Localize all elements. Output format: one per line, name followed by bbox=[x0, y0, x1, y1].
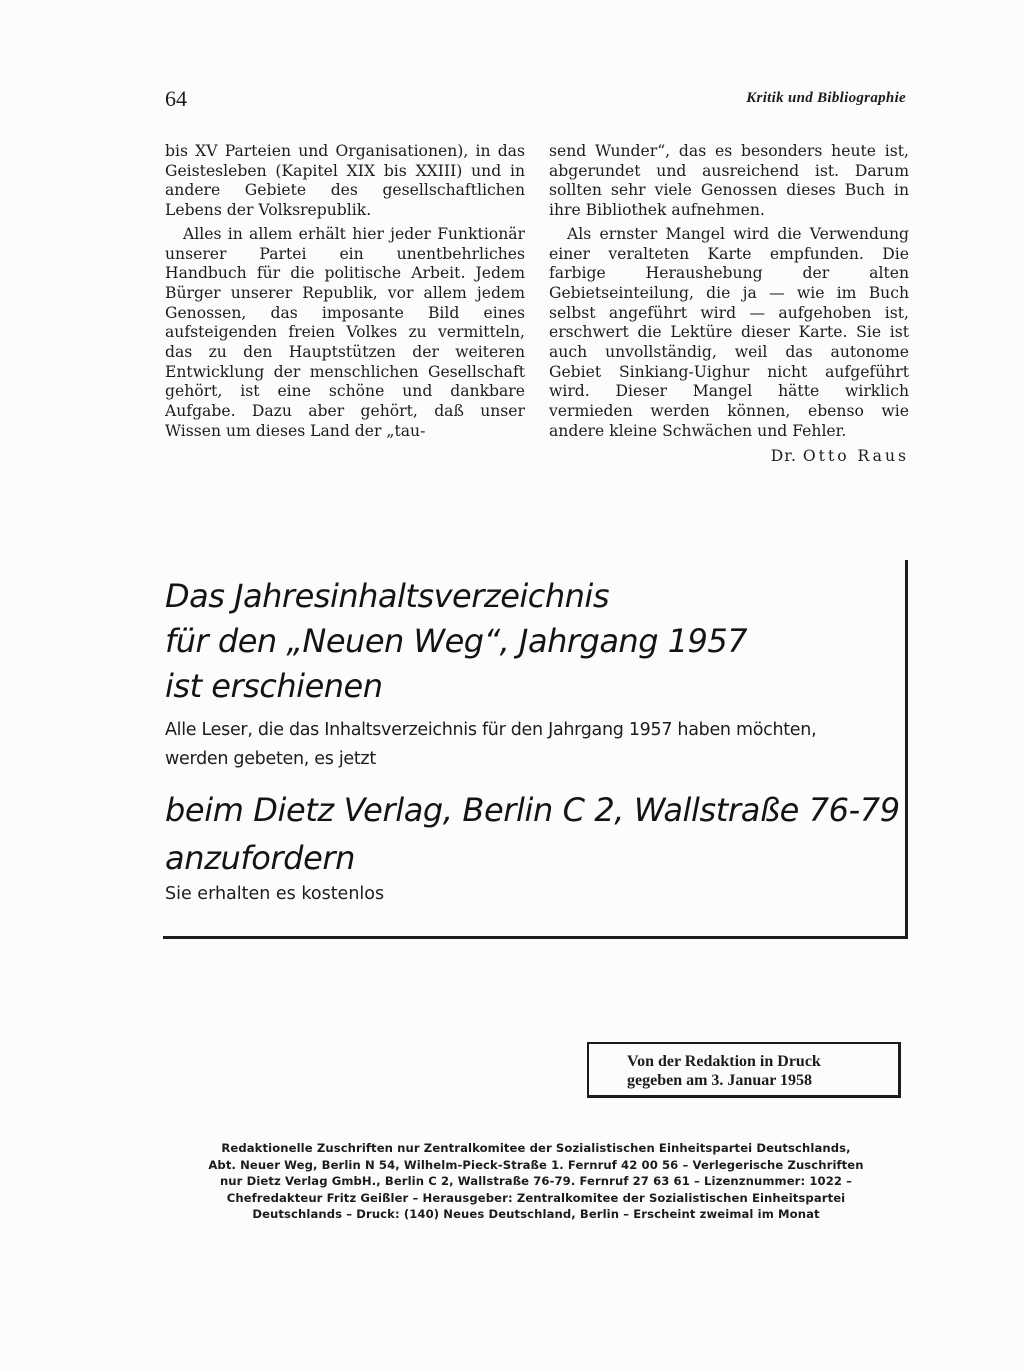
right-paragraph-2: Als ernster Mangel wird die Verwendung einer veralteten Karte empfunden. Die farbige Heraushebung der alten Gebietseinteilung, die ja — wie im Buch selbst angeführt wird — aufgehoben ist, erschwert die Lektüre dieser Karte. Sie ist auch unvollständig, weil das autonome Gebiet Sinkiang-Uighur nicht aufgeführt wird. Dieser Mangel hätte wirklich vermieden werden können, ebenso wie andere kleine Schwächen und Fehler. bbox=[549, 224, 909, 440]
notice-address-line: beim Dietz Verlag, Berlin C 2, Wallstraße 76-79 bbox=[165, 791, 900, 829]
notice-headline-line: ist erschienen bbox=[165, 667, 383, 705]
stamp-line-1: Von der Redaktion in Druck bbox=[627, 1053, 821, 1070]
print-date-stamp bbox=[587, 1042, 901, 1098]
right-paragraph-1: send Wunder“, das es besonders heute ist, abgerundet und ausreichend ist. Darum sollten sehr viele Genossen dieses Buch in ihre Bibliothek aufnehmen. bbox=[549, 142, 909, 220]
stamp-line-2: gegeben am 3. Januar 1958 bbox=[627, 1072, 813, 1089]
notice-address bbox=[165, 786, 900, 882]
notice-headline bbox=[165, 574, 747, 709]
notice-body-line: werden gebeten, es jetzt bbox=[165, 749, 376, 769]
notice-headline-line: für den „Neuen Weg“, Jahrgang 1957 bbox=[165, 622, 748, 660]
notice-body-line: Alle Leser, die das Inhaltsverzeichnis für den Jahrgang 1957 haben möchten, bbox=[165, 720, 817, 740]
imprint-line: Chefredakteur Fritz Geißler – Herausgeber: Zentralkomitee der Sozialistischen Einheitspartei bbox=[226, 1190, 846, 1205]
author-signature bbox=[549, 447, 909, 467]
running-header: Kritik und Bibliographie bbox=[746, 90, 906, 106]
imprint bbox=[166, 1140, 906, 1223]
left-paragraph-2: Alles in allem erhält hier jeder Funktionär unserer Partei ein unentbehrliches Handbuch für die politische Arbeit. Jedem Bürger unserer Republik, vor allem jedem Genossen, das imposante Bild eines aufsteigenden freien Volkes zu vermitteln, das zu den Hauptstützen der weiteren Entwicklung der menschlichen Gesellschaft gehört, ist eine schöne und dankbare Aufgabe. Dazu aber gehört, daß unser Wissen um dieses Land der „tau- bbox=[165, 224, 525, 440]
imprint-line: Abt. Neuer Weg, Berlin N 54, Wilhelm-Pieck-Straße 1. Fernruf 42 00 56 – Verlegerische Zuschriften bbox=[208, 1157, 864, 1172]
right-column bbox=[549, 142, 909, 466]
imprint-line: Redaktionelle Zuschriften nur Zentralkomitee der Sozialistischen Einheitspartei Deutschlands, bbox=[221, 1141, 851, 1155]
left-paragraph-1: bis XV Parteien und Organisationen), in das Geistesleben (Kapitel XIX bis XXIII) und in andere Gebiete des gesellschaftlichen Lebens der Volksrepublik. bbox=[165, 142, 525, 220]
page-number: 64 bbox=[165, 86, 187, 111]
signature-name: Otto Raus bbox=[802, 446, 909, 465]
imprint-line: nur Dietz Verlag GmbH., Berlin C 2, Wallstraße 76-79. Fernruf 27 63 61 – Lizenznummer: 1022 – bbox=[219, 1174, 853, 1189]
left-column bbox=[165, 142, 525, 442]
signature-title: Dr. bbox=[770, 446, 797, 465]
index-notice-box bbox=[163, 560, 908, 939]
imprint-line: Deutschlands – Druck: (140) Neues Deutschland, Berlin – Erscheint zweimal im Monat bbox=[252, 1207, 820, 1222]
notice-free-note: Sie erhalten es kostenlos bbox=[165, 884, 385, 904]
notice-headline-line: Das Jahresinhaltsverzeichnis bbox=[165, 577, 609, 615]
notice-address-line: anzufordern bbox=[165, 839, 356, 877]
notice-body bbox=[165, 716, 816, 774]
